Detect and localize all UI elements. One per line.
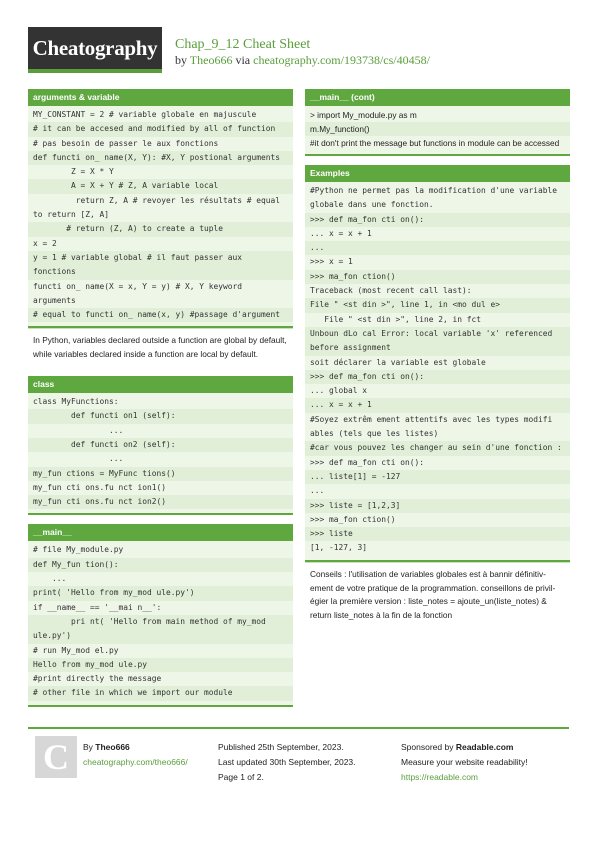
- footer-dates: [218, 740, 356, 785]
- via-label: via: [235, 53, 251, 67]
- code-block: [28, 393, 293, 515]
- code-line: print( 'Hello from my_mod ule.py'): [28, 586, 293, 600]
- code-line: Traceback (most recent call last):: [310, 286, 472, 296]
- code-block: [28, 106, 293, 328]
- left-column: [28, 89, 293, 716]
- code-line: my_fun ctions = MyFunc tions(): [28, 467, 293, 481]
- right-column: [305, 89, 570, 637]
- published-date: Published 25th September, 2023.: [218, 742, 344, 752]
- code-line: MY_CONSTANT = 2 # variable globale en majuscule: [33, 110, 257, 119]
- section-header: __main__ (cont): [305, 89, 570, 106]
- code-line: ...: [33, 574, 67, 584]
- code-line: # return (Z, A) to create a tuple: [28, 222, 293, 236]
- code-line: x = 2: [33, 238, 57, 248]
- code-line: # file My_module.py: [33, 545, 124, 555]
- code-line: >>> def ma_fon cti on():: [305, 213, 570, 227]
- section-examples: [305, 165, 570, 628]
- sponsor-name[interactable]: Readable.com: [455, 742, 514, 752]
- by-label: by: [175, 53, 187, 67]
- code-line: Z = X * Y: [33, 167, 114, 177]
- code-line: ...: [33, 454, 124, 464]
- cheatography-logo[interactable]: Cheatography: [28, 27, 162, 73]
- footer-author: [83, 740, 188, 770]
- sponsor-label: Sponsored by: [401, 742, 454, 752]
- code-line: # other file in which we import our module: [28, 686, 293, 700]
- code-line: ...: [310, 486, 325, 496]
- section-note: In Python, variables declared outside a function are global by default, while variables declared inside a function are local by default.: [28, 328, 293, 367]
- code-line: # it can be accesed and modified by all of function: [28, 122, 293, 136]
- code-line: if __name__ == '__mai n__':: [33, 602, 162, 612]
- code-line: #Python ne permet pas la modification d'une variable globale dans une fonction.: [310, 186, 562, 210]
- code-line: ...: [305, 241, 570, 255]
- author-avatar: C: [35, 736, 77, 778]
- sponsor-url[interactable]: https://readable.com: [401, 772, 479, 782]
- code-line: pri nt( 'Hello from main method of my_mod ule.py'): [28, 615, 293, 644]
- footer-sponsor: [401, 740, 528, 785]
- code-line: A = X + Y # Z, A variable local: [28, 179, 293, 193]
- code-line: # pas besoin de passer le aux fonctions: [33, 138, 219, 148]
- code-line: ... global x: [310, 386, 368, 396]
- code-line: >>> x = 1: [310, 257, 353, 267]
- section-arguments: [28, 89, 293, 367]
- section-header: Examples: [305, 165, 570, 182]
- code-line: my_fun cti ons.fu nct ion2(): [28, 495, 293, 509]
- code-line: y = 1 # variable global # il faut passer aux fonctions: [28, 251, 293, 280]
- footer-divider: [28, 727, 569, 729]
- code-line: # run My_mod el.py: [33, 645, 119, 655]
- code-line: ... liste[1] = -127: [305, 470, 570, 484]
- code-line: #Soyez extrêm ement attentifs avec les types modifi ables (tels que les listes): [310, 414, 558, 439]
- author-link[interactable]: Theo666: [189, 53, 233, 67]
- text-block: [305, 106, 570, 156]
- code-line: # equal to functi on_ name(x, y) #passage d'argument: [28, 308, 293, 322]
- section-header: arguments & variable: [28, 89, 293, 106]
- code-line: m.My_function(): [305, 122, 570, 136]
- code-line: #car vous pouvez les changer au sein d'une fonction :: [305, 441, 570, 455]
- code-line: ... x = x + 1: [310, 228, 372, 238]
- code-line: >>> def ma_fon cti on():: [310, 457, 425, 467]
- code-line: def functi on2 (self):: [28, 438, 293, 452]
- code-block: [28, 541, 293, 706]
- footer-author-url[interactable]: cheatography.com/theo666/: [83, 757, 188, 767]
- code-line: File " <st din >", line 2, in fct: [310, 314, 482, 324]
- code-line: return Z, A # revoyer les résultats # equal to return [Z, A]: [33, 195, 285, 220]
- code-line: class MyFunctions:: [33, 397, 119, 407]
- section-main: [28, 524, 293, 706]
- updated-date: Last updated 30th September, 2023.: [218, 757, 356, 767]
- sponsor-tagline: Measure your website readability!: [401, 757, 528, 767]
- code-line: functi on_ name(X = x, Y = y) # X, Y keyword arguments: [33, 281, 247, 305]
- code-line: [1, -127, 3]: [310, 543, 368, 553]
- section-header: class: [28, 376, 293, 393]
- code-line: > import My_module.py as m: [310, 110, 417, 120]
- code-line: my_fun cti ons.fu nct ion1(): [33, 482, 167, 492]
- code-line: #it don't print the message but functions in module can be accessed: [310, 138, 560, 148]
- code-line: >>> liste: [305, 527, 570, 541]
- code-line: soit déclarer la variable est globale: [310, 357, 486, 367]
- code-line: >>> ma_fon ction(): [310, 514, 396, 524]
- code-line: Unboun dLo cal Error: local variable 'x' referenced before assignment: [305, 327, 570, 356]
- code-line: ... x = x + 1: [305, 398, 570, 412]
- section-header: __main__: [28, 524, 293, 541]
- code-line: File " <st din >", line 1, in <mo dul e>: [305, 298, 570, 312]
- section-main-cont: [305, 89, 570, 156]
- code-line: >>> def ma_fon cti on():: [305, 370, 570, 384]
- sheet-url-link[interactable]: cheatography.com/193738/cs/40458/: [253, 53, 430, 67]
- page-number: Page 1 of 2.: [218, 772, 264, 782]
- code-line: def functi on_ name(X, Y): #X, Y postional arguments: [28, 151, 293, 165]
- code-line: #print directly the message: [33, 674, 162, 684]
- byline: [175, 53, 430, 68]
- code-block: [305, 182, 570, 562]
- code-line: >>> ma_fon ction(): [305, 270, 570, 284]
- code-line: def functi on1 (self):: [28, 409, 293, 423]
- footer-author-name[interactable]: Theo666: [95, 742, 130, 752]
- section-note: Conseils : l'utilisation de variables globales est à bannir définitivement de votre pratique de la programmation. conseillons de privilégier la première version : liste_notes = ajoute_un(liste_notes) & return liste_notes à la fin de la fonction: [305, 562, 570, 628]
- page-title: Chap_9_12 Cheat Sheet: [175, 37, 311, 52]
- footer-by-label: By: [83, 742, 93, 752]
- code-line: def My_fun tion():: [28, 558, 293, 572]
- code-line: Hello from my_mod ule.py: [28, 658, 293, 672]
- code-line: >>> liste = [1,2,3]: [305, 499, 570, 513]
- code-line: ...: [33, 425, 124, 435]
- section-class: [28, 376, 293, 515]
